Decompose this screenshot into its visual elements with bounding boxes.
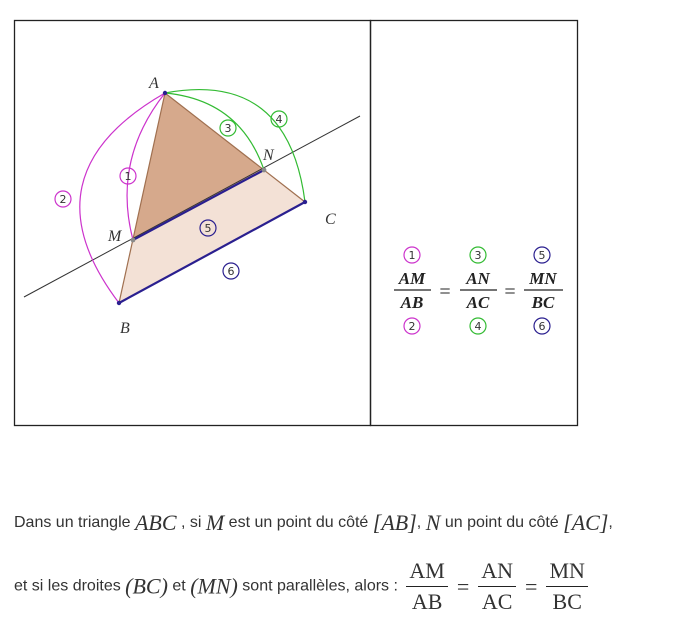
text-fragment: et si les droites: [14, 577, 121, 595]
svg-text:6: 6: [227, 265, 235, 278]
fraction-am-ab: [406, 558, 447, 615]
math-line-mn: (MN): [190, 573, 238, 599]
fraction-numerator: AM: [406, 558, 447, 587]
fraction-denominator: AC: [481, 589, 513, 614]
arc-number-3: [220, 120, 236, 136]
fraction-denominator: BC: [552, 589, 582, 614]
box-frac1-den: AB: [400, 293, 424, 312]
box-frac2-num: AN: [466, 269, 490, 288]
text-fragment: ,: [608, 514, 613, 531]
equals-sign: =: [456, 573, 470, 599]
text-fragment: ,: [416, 514, 422, 531]
box-frac1-num: AM: [398, 269, 426, 288]
svg-text:1: 1: [124, 170, 132, 183]
math-n: N: [425, 510, 441, 535]
point-a: [163, 91, 167, 95]
math-m: M: [205, 510, 225, 535]
label-b: B: [120, 320, 130, 337]
svg-text:2: 2: [408, 320, 416, 333]
math-segment-ac: [AC]: [563, 510, 609, 535]
point-b: [117, 301, 121, 305]
math-line-bc: (BC): [125, 573, 168, 599]
fraction-numerator: MN: [546, 558, 587, 587]
formula-number-2: [404, 318, 420, 334]
math-abc: ABC: [134, 510, 177, 535]
svg-text:4: 4: [275, 113, 283, 126]
box-eq2: =: [504, 281, 516, 303]
fraction-mn-bc: [546, 558, 587, 615]
text-fragment: sont parallèles, alors :: [242, 577, 398, 595]
box-eq1: =: [439, 281, 451, 303]
box-frac3-den: BC: [531, 293, 555, 312]
statement-line-1: [14, 510, 613, 536]
label-m: M: [108, 228, 122, 245]
arc-number-2: [55, 191, 71, 207]
arc-number-4: [271, 111, 287, 127]
arc-number-1: [120, 168, 136, 184]
box-frac3-num: MN: [529, 269, 557, 288]
box-frac2-den: AC: [466, 293, 490, 312]
equals-sign: =: [525, 573, 538, 599]
formula-number-4: [470, 318, 486, 334]
text-fragment: , si: [180, 514, 202, 531]
point-n: [262, 168, 267, 173]
point-c: [303, 200, 307, 204]
label-n: N: [263, 147, 274, 164]
text-fragment: et: [172, 577, 186, 595]
formula-number-6: [534, 318, 550, 334]
svg-text:5: 5: [204, 222, 212, 235]
svg-text:3: 3: [224, 122, 232, 135]
formula-number-1: [404, 247, 420, 263]
math-segment-ab: [AB]: [372, 510, 417, 535]
statement-line-2: [14, 558, 592, 615]
svg-text:2: 2: [59, 193, 67, 206]
text-fragment: Dans un triangle: [14, 514, 131, 531]
svg-text:3: 3: [474, 249, 482, 262]
point-m: [131, 238, 136, 243]
formula-frame: [371, 21, 578, 426]
label-a: A: [149, 75, 159, 92]
label-c: C: [325, 211, 336, 228]
fraction-numerator: AN: [478, 558, 516, 587]
svg-text:6: 6: [538, 320, 546, 333]
svg-text:5: 5: [538, 249, 546, 262]
fraction-an-ac: [478, 558, 516, 615]
text-fragment: un point du côté: [444, 514, 559, 531]
fraction-denominator: AB: [411, 589, 443, 614]
formula-number-5: [534, 247, 550, 263]
text-fragment: est un point du côté: [228, 514, 369, 531]
svg-text:1: 1: [408, 249, 416, 262]
formula-number-3: [470, 247, 486, 263]
svg-text:4: 4: [474, 320, 482, 333]
arc-number-6: [223, 263, 239, 279]
